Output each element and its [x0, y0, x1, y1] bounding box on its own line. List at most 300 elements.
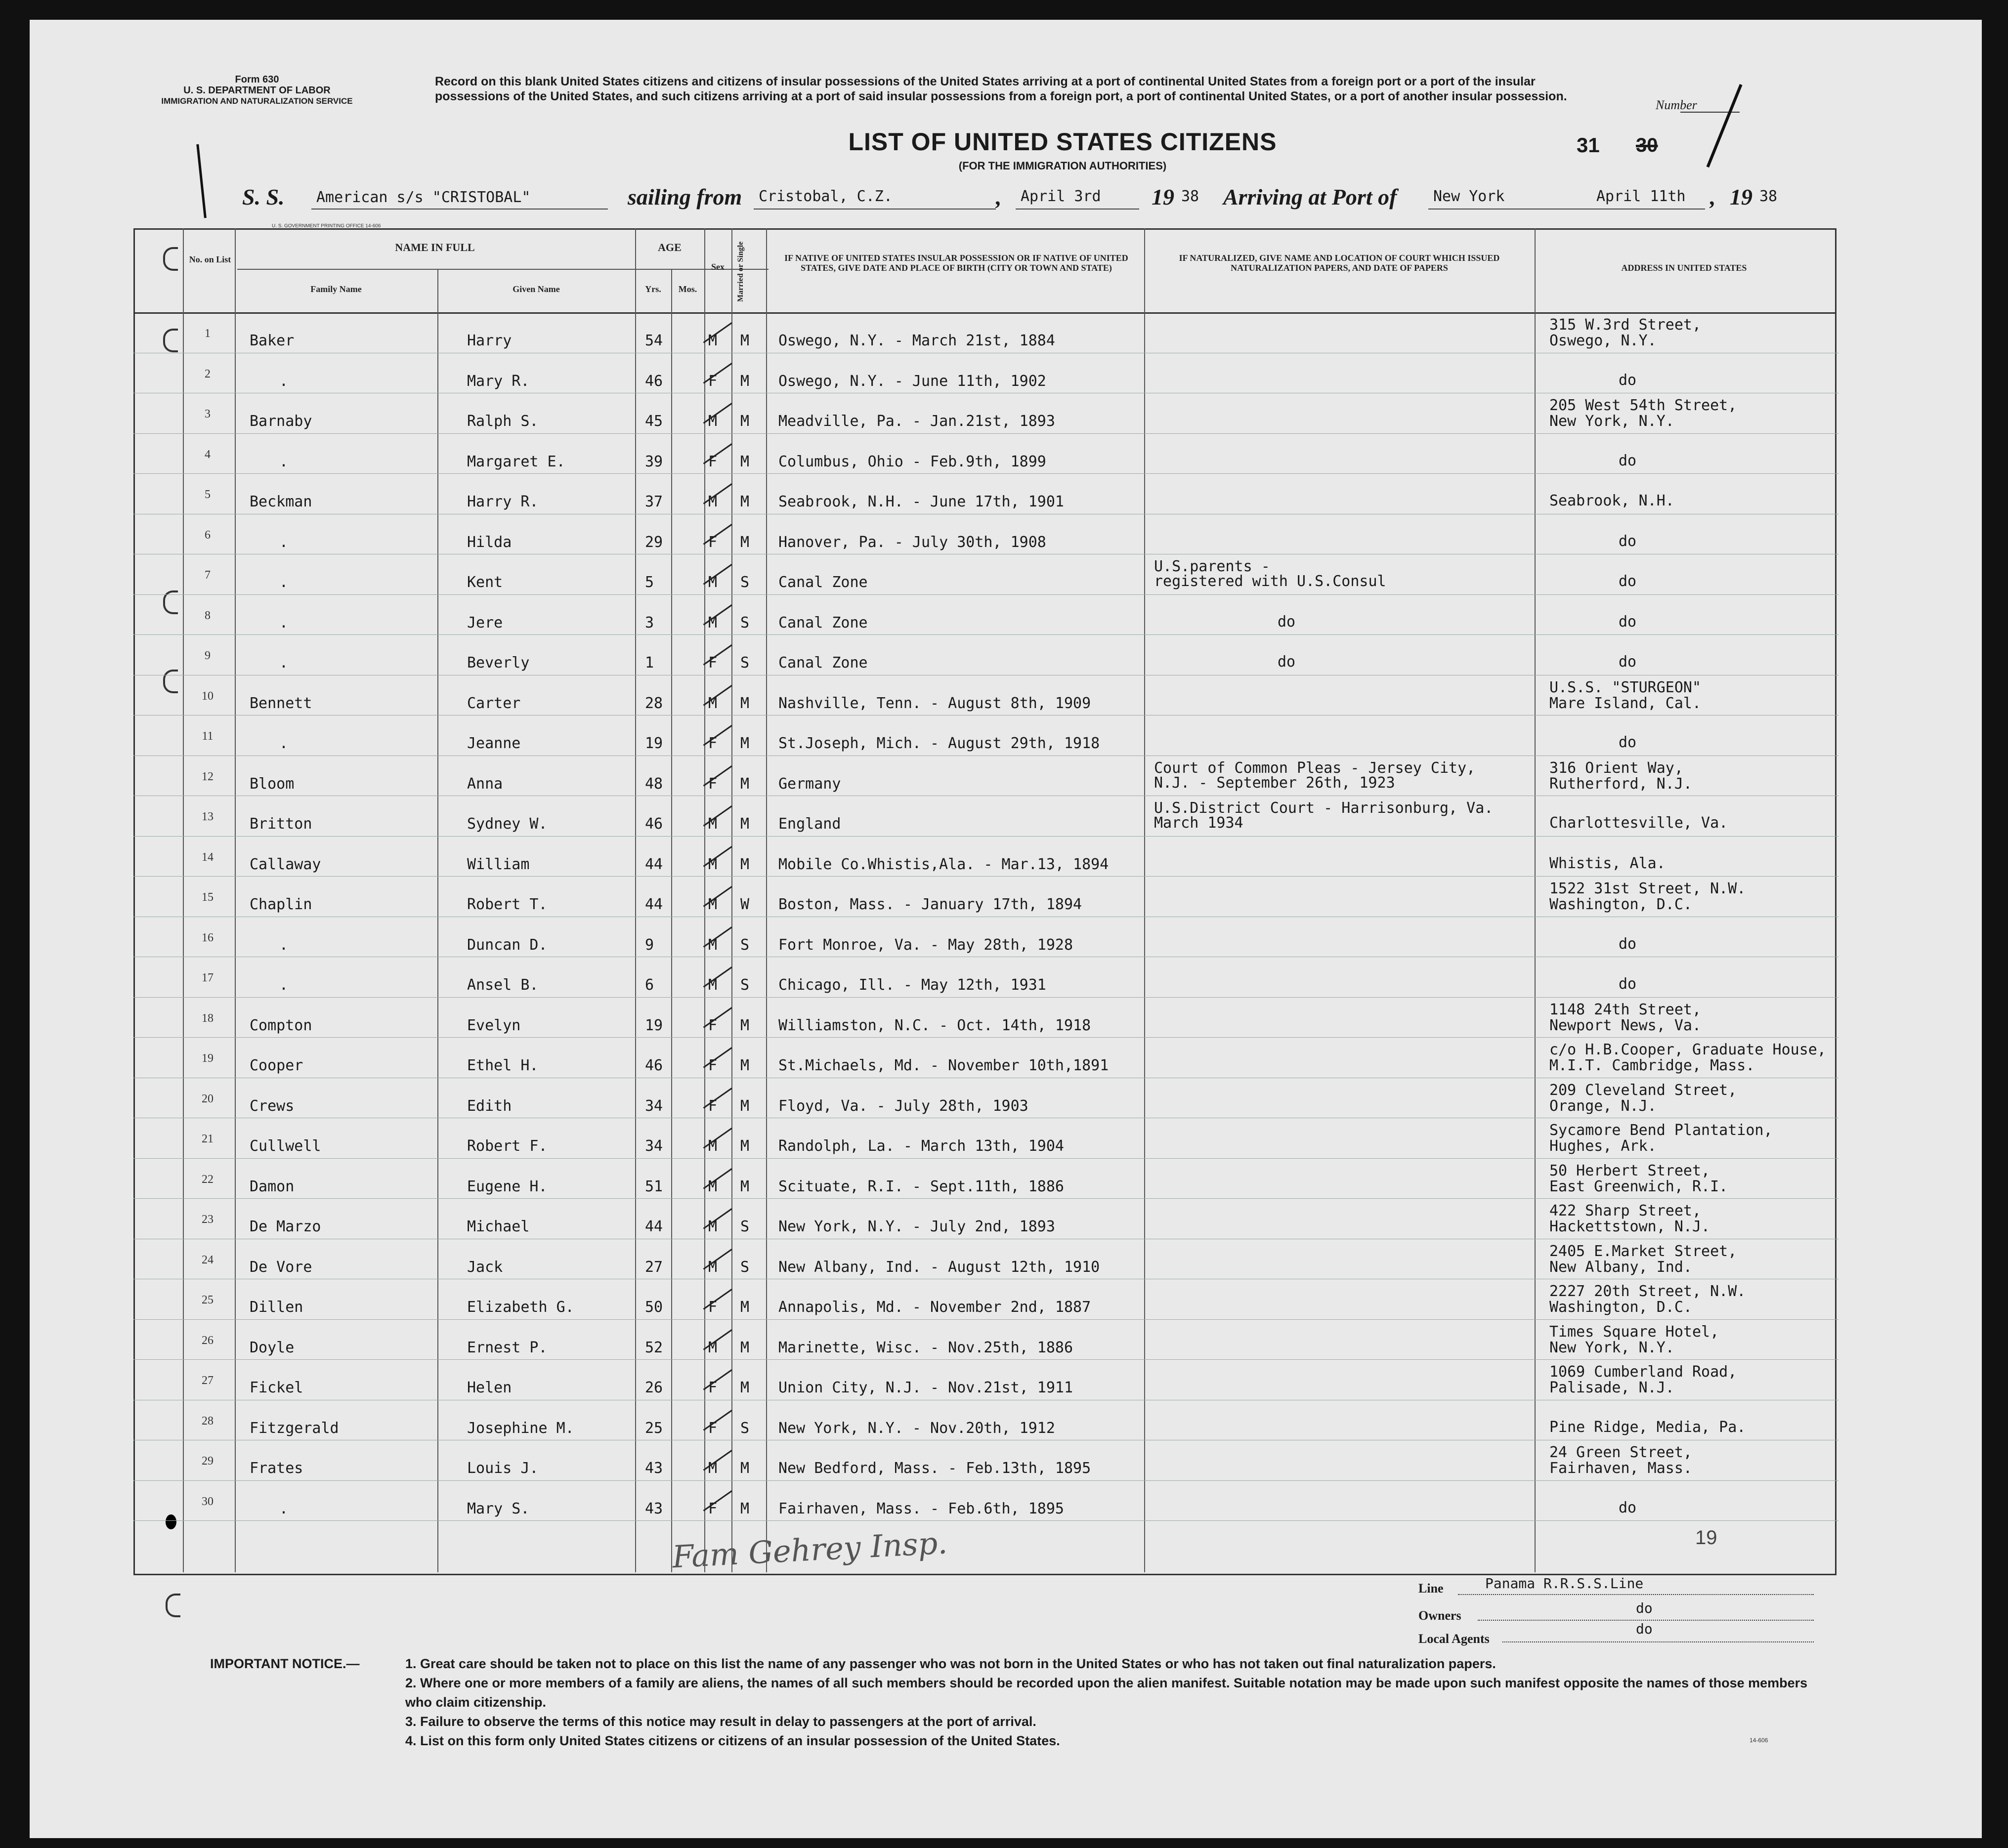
birth-info: Floyd, Va. - July 28th, 1903: [778, 1097, 1028, 1115]
birth-info: Mobile Co.Whistis,Ala. - Mar.13, 1894: [778, 855, 1109, 873]
sex: M: [708, 815, 718, 833]
row-rule: [133, 1037, 1838, 1038]
birth-info: St.Michaels, Md. - November 10th,1891: [778, 1057, 1109, 1074]
sex: M: [708, 1137, 718, 1155]
header-name-in-full: NAME IN FULL: [395, 241, 475, 253]
given-name: Duncan D.: [467, 936, 548, 954]
address-line-2: Orange, N.J.: [1549, 1097, 1657, 1115]
age-years: 50: [645, 1299, 663, 1316]
age-years: 27: [645, 1258, 663, 1276]
row-number: 27: [202, 1374, 214, 1387]
row-rule: [133, 433, 1838, 434]
given-name: Ethel H.: [467, 1057, 539, 1074]
birth-info: Chicago, Ill. - May 12th, 1931: [778, 976, 1046, 994]
birth-info: New York, N.Y. - Nov.20th, 1912: [778, 1419, 1055, 1437]
marital-status: M: [740, 1500, 750, 1517]
row-number: 6: [205, 528, 211, 542]
birth-info: New Albany, Ind. - August 12th, 1910: [778, 1258, 1100, 1276]
address-line-1: 1148 24th Street,: [1549, 1001, 1702, 1018]
arrival-port-underline: [1428, 208, 1705, 210]
sex: M: [708, 1258, 718, 1276]
family-name: .: [279, 614, 289, 631]
binder-hole: [163, 247, 178, 271]
birth-info: Nashville, Tenn. - August 8th, 1909: [778, 694, 1091, 712]
col-divider: [704, 228, 705, 1572]
family-name: De Marzo: [250, 1218, 321, 1235]
address-line-2: do: [1619, 452, 1637, 469]
row-number: 19: [202, 1052, 214, 1065]
sex: M: [708, 694, 718, 712]
naturalization-line-2: March 1934: [1154, 814, 1243, 832]
given-name: Louis J.: [467, 1460, 539, 1477]
col-divider: [235, 228, 236, 1572]
age-years: 46: [645, 815, 663, 833]
marital-status: M: [740, 332, 750, 349]
ss-label: S. S.: [242, 184, 285, 210]
sex: M: [708, 493, 718, 510]
marital-status: M: [740, 453, 750, 470]
printer-note: U. S. GOVERNMENT PRINTING OFFICE 14-606: [272, 223, 381, 229]
family-name: .: [279, 976, 289, 994]
row-rule: [133, 1198, 1838, 1199]
arrival-year: 38: [1759, 188, 1778, 205]
row-number: 11: [202, 730, 214, 743]
address-line-1: 316 Orient Way,: [1549, 759, 1683, 777]
age-subheader-rule: [635, 269, 704, 270]
departure-port: Cristobal, C.Z.: [759, 188, 893, 205]
age-years: 45: [645, 413, 663, 430]
address-line-1: 1522 31st Street, N.W.: [1549, 880, 1746, 897]
arrival-date: April 11th: [1596, 188, 1686, 205]
birth-info: New York, N.Y. - July 2nd, 1893: [778, 1218, 1055, 1235]
owners-label: Owners: [1418, 1608, 1461, 1623]
header-no-on-list: No. on List: [189, 254, 231, 264]
address-line-2: Mare Island, Cal.: [1549, 694, 1702, 712]
row-number: 8: [205, 609, 211, 622]
row-rule: [133, 876, 1838, 877]
arrival-year-prefix: 19: [1730, 184, 1752, 210]
family-name: Cullwell: [250, 1137, 321, 1155]
row-number: 14: [202, 850, 214, 864]
marital-status: M: [740, 735, 750, 752]
sex: F: [708, 735, 718, 752]
row-rule: [133, 1520, 1838, 1521]
sex: F: [708, 654, 718, 672]
family-name: Fitzgerald: [250, 1419, 339, 1437]
header-years: Yrs.: [645, 284, 661, 294]
ship-name: American s/s "CRISTOBAL": [316, 189, 531, 206]
given-name: Sydney W.: [467, 815, 548, 833]
arriving-label: Arriving at Port of: [1223, 184, 1397, 210]
given-name: Robert F.: [467, 1137, 548, 1155]
marital-status: S: [740, 1419, 750, 1437]
given-name: Ernest P.: [467, 1339, 548, 1356]
departure-year-prefix: 19: [1152, 184, 1174, 210]
col-divider: [1535, 228, 1536, 1572]
header-birth: IF NATIVE OF UNITED STATES INSULAR POSSESSION OR IF NATIVE OF UNITED STATES, GIVE DATE AND PLACE OF BIRTH (CITY OR TOWN AND STATE): [784, 253, 1128, 273]
header-address: ADDRESS IN UNITED STATES: [1621, 263, 1747, 273]
birth-info: Germany: [778, 775, 841, 793]
marital-status: M: [740, 694, 750, 712]
address-line-2: Fairhaven, Mass.: [1549, 1460, 1692, 1477]
comma-1: ,: [996, 184, 1002, 210]
marital-status: M: [740, 1097, 750, 1115]
row-number: 5: [205, 488, 211, 501]
address-line-2: Seabrook, N.H.: [1549, 492, 1674, 509]
sex: F: [708, 1016, 718, 1034]
ship-underline: [311, 208, 608, 210]
notice-title: IMPORTANT NOTICE.—: [210, 1656, 360, 1671]
row-number: 24: [202, 1253, 214, 1266]
sailing-label: sailing from: [628, 184, 742, 210]
age-years: 46: [645, 372, 663, 390]
marital-status: S: [740, 936, 750, 954]
line-underline: [1458, 1594, 1814, 1595]
local-agents-value: do: [1636, 1621, 1653, 1637]
marital-status: M: [740, 1016, 750, 1034]
age-years: 39: [645, 453, 663, 470]
marital-status: W: [740, 896, 750, 913]
inspector-signature: Fam Gehrey Insp.: [671, 1524, 948, 1575]
given-name: Ralph S.: [467, 413, 539, 430]
page-title: LIST OF UNITED STATES CITIZENS: [848, 128, 1277, 156]
address-line-2: M.I.T. Cambridge, Mass.: [1549, 1057, 1755, 1074]
sex: F: [708, 1097, 718, 1115]
address-line-2: do: [1619, 371, 1637, 389]
address-line-2: Newport News, Va.: [1549, 1016, 1702, 1034]
row-rule: [133, 594, 1838, 595]
age-years: 46: [645, 1057, 663, 1074]
row-number: 10: [202, 689, 214, 703]
given-name: Beverly: [467, 654, 530, 672]
marital-status: M: [740, 1460, 750, 1477]
row-number: 13: [202, 810, 214, 823]
sex: F: [708, 453, 718, 470]
marital-status: M: [740, 1057, 750, 1074]
given-name: Ansel B.: [467, 976, 539, 994]
birth-info: Canal Zone: [778, 614, 868, 631]
row-rule: [133, 1480, 1838, 1481]
given-name: Jere: [467, 614, 503, 631]
naturalization-line-2: do: [1278, 653, 1296, 671]
given-name: Carter: [467, 694, 521, 712]
family-name: De Vore: [250, 1258, 312, 1276]
sex: M: [708, 1460, 718, 1477]
row-number: 22: [202, 1173, 214, 1186]
col-divider: [183, 228, 184, 1572]
address-line-2: Hughes, Ark.: [1549, 1137, 1657, 1155]
given-name: Margaret E.: [467, 453, 565, 470]
page-subtitle: (FOR THE IMMIGRATION AUTHORITIES): [958, 160, 1167, 172]
address-line-2: do: [1619, 1499, 1637, 1516]
age-years: 44: [645, 855, 663, 873]
given-name: Harry: [467, 332, 512, 349]
given-name: Robert T.: [467, 896, 548, 913]
sex: M: [708, 1218, 718, 1235]
address-line-1: c/o H.B.Cooper, Graduate House,: [1549, 1041, 1826, 1058]
marital-status: M: [740, 493, 750, 510]
row-number: 21: [202, 1133, 214, 1145]
family-name: Dillen: [250, 1299, 303, 1316]
row-rule: [133, 836, 1838, 837]
given-name: Mary R.: [467, 372, 530, 390]
family-name: Beckman: [250, 493, 312, 510]
marital-status: S: [740, 976, 750, 994]
binder-hole: [163, 670, 178, 693]
marital-status: S: [740, 614, 750, 631]
departure-year: 38: [1181, 188, 1199, 205]
naturalization-line-1: U.S.District Court - Harrisonburg, Va.: [1154, 799, 1494, 817]
address-line-2: do: [1619, 734, 1637, 751]
family-name: Crews: [250, 1097, 295, 1115]
family-name: .: [279, 574, 289, 591]
instructions-text: Record on this blank United States citizens and citizens of insular possessions of the United States arriving at a port of continental United States from a foreign port or a port of the insular possessions of the United States, and such citizens arriving at a port of said insular possessions from a foreign port, a port of continental United States, or a port of another insular possession.: [435, 75, 1567, 103]
sex: M: [708, 413, 718, 430]
address-line-2: Rutherford, N.J.: [1549, 775, 1692, 793]
sex: M: [708, 976, 718, 994]
family-name: .: [279, 372, 289, 390]
birth-info: Scituate, R.I. - Sept.11th, 1886: [778, 1177, 1064, 1195]
marital-status: S: [740, 1218, 750, 1235]
age-years: 52: [645, 1339, 663, 1356]
binder-hole: [166, 1514, 176, 1529]
address-line-2: Oswego, N.Y.: [1549, 332, 1657, 349]
naturalization-line-2: N.J. - September 26th, 1923: [1154, 774, 1395, 792]
family-name: Compton: [250, 1016, 312, 1034]
port-underline: [754, 208, 996, 210]
birth-info: Union City, N.J. - Nov.21st, 1911: [778, 1379, 1073, 1396]
birth-info: Annapolis, Md. - November 2nd, 1887: [778, 1299, 1091, 1316]
row-number: 18: [202, 1011, 214, 1025]
birth-info: Fort Monroe, Va. - May 28th, 1928: [778, 936, 1073, 954]
age-years: 6: [645, 976, 654, 994]
age-years: 48: [645, 775, 663, 793]
address-line-2: Charlottesville, Va.: [1549, 814, 1728, 832]
given-name: Elizabeth G.: [467, 1299, 574, 1316]
address-line-1: 422 Sharp Street,: [1549, 1202, 1702, 1219]
family-name: Cooper: [250, 1057, 303, 1074]
header-months: Mos.: [678, 284, 697, 294]
row-number: 26: [202, 1334, 214, 1347]
given-name: Eugene H.: [467, 1177, 548, 1195]
birth-info: Randolph, La. - March 13th, 1904: [778, 1137, 1064, 1155]
family-name: .: [279, 735, 289, 752]
birth-info: Seabrook, N.H. - June 17th, 1901: [778, 493, 1064, 510]
sex: F: [708, 1500, 718, 1517]
marital-status: M: [740, 1339, 750, 1356]
service-name: IMMIGRATION AND NATURALIZATION SERVICE: [161, 96, 353, 106]
family-name: Bennett: [250, 694, 312, 712]
row-number: 29: [202, 1455, 214, 1468]
birth-info: Meadville, Pa. - Jan.21st, 1893: [778, 413, 1055, 430]
header-sex: Sex: [711, 262, 725, 272]
notice-item-4: 4. List on this form only United States citizens or citizens of an insular possession of the United States.: [405, 1733, 1060, 1748]
address-line-2: do: [1619, 613, 1637, 630]
sex: M: [708, 332, 718, 349]
birth-info: New Bedford, Mass. - Feb.13th, 1895: [778, 1460, 1091, 1477]
address-line-2: Palisade, N.J.: [1549, 1379, 1674, 1396]
marital-status: S: [740, 574, 750, 591]
row-number: 15: [202, 891, 214, 904]
age-years: 29: [645, 533, 663, 551]
row-number: 2: [205, 367, 211, 380]
birth-info: Columbus, Ohio - Feb.9th, 1899: [778, 453, 1046, 470]
col-divider: [635, 228, 636, 1572]
naturalization-line-2: do: [1278, 613, 1296, 630]
birth-info: Canal Zone: [778, 654, 868, 672]
page-stamp: 19: [1695, 1527, 1717, 1549]
given-name: Josephine M.: [467, 1419, 574, 1437]
department-name: U. S. DEPARTMENT OF LABOR: [183, 85, 331, 96]
col-divider: [1144, 228, 1145, 1572]
row-rule: [133, 473, 1838, 474]
age-years: 37: [645, 493, 663, 510]
given-name: Jeanne: [467, 735, 521, 752]
birth-info: Hanover, Pa. - July 30th, 1908: [778, 533, 1046, 551]
naturalization-line-1: Court of Common Pleas - Jersey City,: [1154, 759, 1476, 777]
sex: M: [708, 936, 718, 954]
marital-status: M: [740, 775, 750, 793]
sex: F: [708, 1057, 718, 1074]
address-line-2: New York, N.Y.: [1549, 413, 1674, 430]
address-line-2: Hackettstown, N.J.: [1549, 1218, 1710, 1235]
header-bottom-rule: [133, 312, 1836, 314]
line-label: Line: [1418, 1581, 1444, 1596]
given-name: Harry R.: [467, 493, 539, 510]
birth-info: Oswego, N.Y. - June 11th, 1902: [778, 372, 1046, 390]
notice-item-2: 2. Where one or more members of a family are aliens, the names of all such members should be recorded upon the alien manifest. Suitable notation may be made upon such manifest opposite the names of those members who claim citizenship.: [405, 1676, 1808, 1710]
age-years: 19: [645, 1016, 663, 1034]
address-line-1: 315 W.3rd Street,: [1549, 316, 1702, 334]
family-name: Callaway: [250, 855, 321, 873]
binder-hole: [163, 329, 178, 352]
sex: M: [708, 614, 718, 631]
given-name: Hilda: [467, 533, 512, 551]
family-name: .: [279, 453, 289, 470]
number-label: Number: [1656, 98, 1697, 112]
age-years: 3: [645, 614, 654, 631]
row-number: 17: [202, 971, 214, 984]
age-years: 25: [645, 1419, 663, 1437]
family-name: .: [279, 533, 289, 551]
given-name: Edith: [467, 1097, 512, 1115]
sex: F: [708, 1379, 718, 1396]
marital-status: M: [740, 533, 750, 551]
family-name: .: [279, 654, 289, 672]
age-years: 44: [645, 896, 663, 913]
given-name: Jack: [467, 1258, 503, 1276]
list-number: 31: [1577, 133, 1600, 157]
marital-status: S: [740, 1258, 750, 1276]
col-divider: [671, 269, 672, 1572]
row-number: 16: [202, 931, 214, 944]
sex: F: [708, 1299, 718, 1316]
family-name: Barnaby: [250, 413, 312, 430]
address-line-2: Whistis, Ala.: [1549, 854, 1666, 872]
address-line-2: do: [1619, 653, 1637, 671]
sex: F: [708, 775, 718, 793]
marital-status: M: [740, 413, 750, 430]
family-name: Fickel: [250, 1379, 303, 1396]
marital-status: M: [740, 855, 750, 873]
col-divider: [437, 269, 438, 1572]
header-naturalized: IF NATURALIZED, GIVE NAME AND LOCATION OF COURT WHICH ISSUED NATURALIZATION PAPERS, AND DATE OF PAPERS: [1179, 253, 1500, 273]
arrival-port: New York: [1433, 188, 1505, 205]
age-years: 51: [645, 1177, 663, 1195]
row-number: 25: [202, 1294, 214, 1306]
date-underline: [1016, 208, 1139, 210]
age-years: 34: [645, 1137, 663, 1155]
sex: M: [708, 1339, 718, 1356]
age-years: 5: [645, 574, 654, 591]
address-line-1: U.S.S. "STURGEON": [1549, 678, 1702, 696]
address-line-2: do: [1619, 975, 1637, 993]
col-divider: [766, 228, 767, 1572]
given-name: William: [467, 855, 530, 873]
row-number: 12: [202, 770, 214, 783]
local-agents-label: Local Agents: [1418, 1632, 1490, 1646]
row-number: 1: [205, 327, 211, 340]
naturalization-line-2: registered with U.S.Consul: [1154, 573, 1386, 590]
row-number: 3: [205, 408, 211, 420]
given-name: Helen: [467, 1379, 512, 1396]
given-name: Evelyn: [467, 1016, 521, 1034]
birth-info: Williamston, N.C. - Oct. 14th, 1918: [778, 1016, 1091, 1034]
marital-status: M: [740, 1299, 750, 1316]
row-number: 9: [205, 649, 211, 662]
marital-status: S: [740, 654, 750, 672]
marital-status: M: [740, 1177, 750, 1195]
sex: M: [708, 896, 718, 913]
sex: M: [708, 574, 718, 591]
age-years: 43: [645, 1460, 663, 1477]
family-name: .: [279, 936, 289, 954]
given-name: Anna: [467, 775, 503, 793]
address-line-1: Times Square Hotel,: [1549, 1323, 1719, 1341]
given-name: Mary S.: [467, 1500, 530, 1517]
address-line-1: 24 Green Street,: [1549, 1444, 1692, 1461]
row-number: 23: [202, 1213, 214, 1226]
address-line-2: do: [1619, 573, 1637, 590]
address-line-1: 209 Cleveland Street,: [1549, 1081, 1737, 1099]
owners-value: do: [1636, 1600, 1653, 1616]
header-family-name: Family Name: [310, 284, 362, 294]
family-name: Britton: [250, 815, 312, 833]
family-name: Damon: [250, 1177, 295, 1195]
address-line-2: Pine Ridge, Media, Pa.: [1549, 1418, 1746, 1436]
line-value: Panama R.R.S.S.Line: [1485, 1575, 1644, 1592]
sex: M: [708, 1177, 718, 1195]
form-code: 14-606: [1750, 1737, 1768, 1744]
sex: F: [708, 372, 718, 390]
form-identifier: [158, 74, 356, 107]
row-number: 20: [202, 1092, 214, 1105]
form-number: Form 630: [235, 74, 279, 85]
comma-2: ,: [1710, 184, 1716, 210]
header-married-or-single: Married or Single: [736, 241, 745, 302]
birth-info: Boston, Mass. - January 17th, 1894: [778, 896, 1082, 913]
departure-date: April 3rd: [1021, 188, 1101, 205]
marital-status: M: [740, 372, 750, 390]
age-years: 19: [645, 735, 663, 752]
address-line-2: East Greenwich, R.I.: [1549, 1177, 1728, 1195]
birth-info: Marinette, Wisc. - Nov.25th, 1886: [778, 1339, 1073, 1356]
birth-info: Fairhaven, Mass. - Feb.6th, 1895: [778, 1500, 1064, 1517]
age-years: 28: [645, 694, 663, 712]
address-line-2: New York, N.Y.: [1549, 1339, 1674, 1356]
family-name: Baker: [250, 332, 295, 349]
birth-info: St.Joseph, Mich. - August 29th, 1918: [778, 735, 1100, 752]
